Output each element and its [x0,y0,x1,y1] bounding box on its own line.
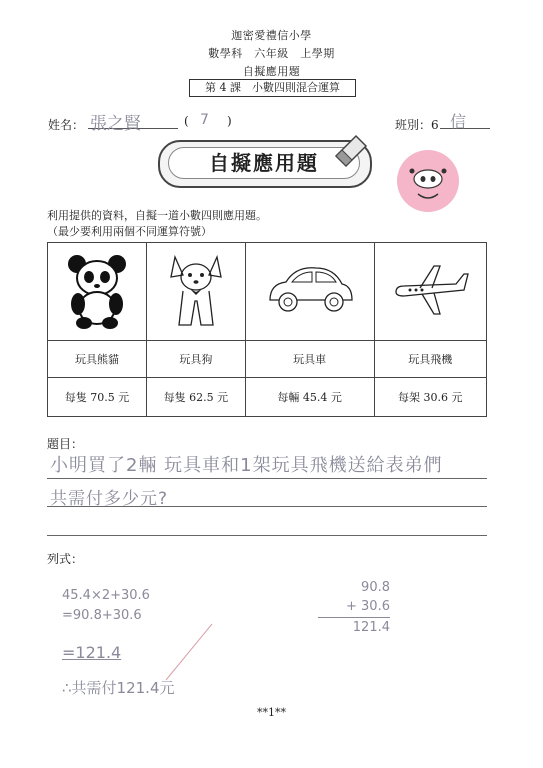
instruction-line-2: （最少要利用兩個不同運算符號） [47,225,212,238]
toy-image-cell [146,243,245,341]
question-label: 題目： [47,437,84,451]
toy-name-row [48,341,487,378]
airplane-icon [390,260,470,320]
vertical-sum: 121.4 [352,620,390,635]
pencil-stroke [160,620,220,685]
class-value: 信 [450,112,467,131]
student-number: 7 [200,112,209,128]
question-line-1: 小明買了2輛 玩具車和1架玩具飛機送給表弟們 [50,455,443,476]
working-step-2: =90.8+30.6 [62,608,142,623]
question-rule [47,506,487,507]
toy-price-table [47,242,487,417]
banner-title: 自擬應用題 [168,147,360,179]
question-rule [47,535,487,536]
toy-name: 玩具狗 [146,341,245,378]
working-step-3: =121.4 [62,643,122,662]
vertical-sum-line [318,617,390,618]
toy-name: 玩具飛機 [374,341,486,378]
toy-price: 每輛 45.4 元 [245,378,374,417]
toy-price: 每隻 70.5 元 [48,378,147,417]
school-name: 迦密愛禮信小學 [231,29,312,42]
toy-name: 玩具熊貓 [48,341,147,378]
working-step-1: 45.4×2+30.6 [62,588,150,603]
toy-price: 每隻 62.5 元 [146,378,245,417]
instruction-line-1: 利用提供的資料，自擬一道小數四則應用題。 [47,209,267,222]
vertical-addend-1: 90.8 [361,580,390,595]
toy-image-cell [48,243,147,341]
student-name: 張之賢 [90,114,141,134]
pig-face-icon [394,148,464,214]
question-rule [47,478,487,479]
working-label: 列式： [47,552,84,566]
class-label: 班別：6 [395,118,439,132]
toy-price-row [48,378,487,417]
toy-image-cell [374,243,486,341]
lesson-title: 第 4 課 小數四則混合運算 [189,79,356,97]
panda-icon [62,250,132,330]
dog-icon [161,249,231,331]
vertical-addend-2: + 30.6 [346,599,390,614]
page-number: **1** [257,706,286,719]
number-close: ) [227,114,232,128]
question-line-2: 共需付多少元? [50,489,169,509]
eraser-icon [330,130,370,170]
toy-image-row [48,243,487,341]
working-answer: ∴共需付121.4元 [62,679,175,697]
worksheet-type: 自擬應用題 [242,65,301,78]
subject-line: 數學科 六年級 上學期 [208,47,335,60]
car-icon [264,260,356,320]
toy-price: 每架 30.6 元 [374,378,486,417]
number-open: ( [184,114,189,128]
toy-name: 玩具車 [245,341,374,378]
name-label: 姓名： [48,118,85,132]
toy-image-cell [245,243,374,341]
